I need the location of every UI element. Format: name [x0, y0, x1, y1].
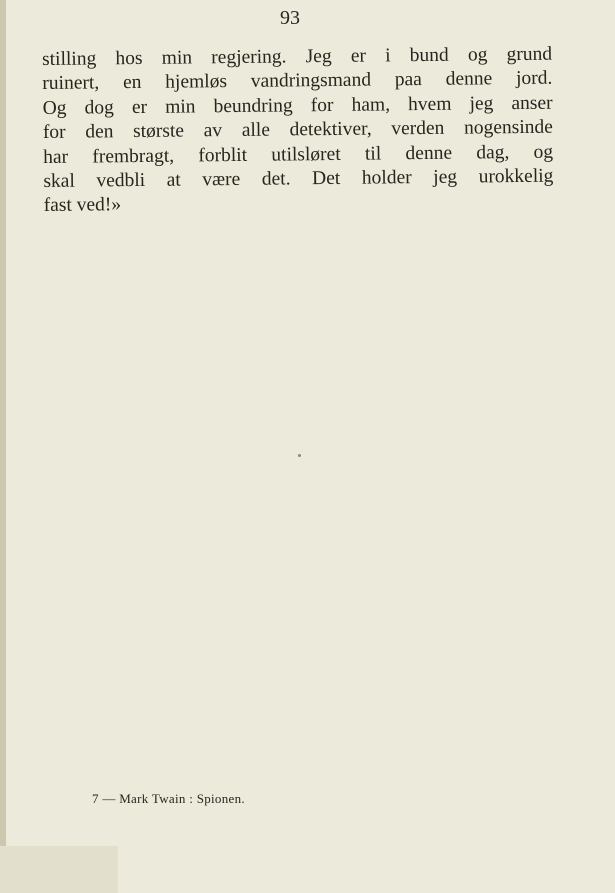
- signature-footer: 7 — Mark Twain : Spionen.: [92, 791, 245, 806]
- text-line: stilling hos min regjering. Jeg er i bund og grund: [42, 43, 553, 70]
- body-paragraph: [42, 43, 554, 219]
- text-line: fast ved!»: [43, 194, 122, 217]
- page-binding-edge: [0, 0, 6, 893]
- page-corner-shade: [0, 846, 118, 893]
- text-line: Og dog er min beundring for ham, hvem jeg anser: [42, 92, 553, 119]
- page-number: 93: [280, 7, 300, 29]
- text-line: skal vedbli at være det. Det holder jeg urokkelig: [43, 165, 554, 193]
- text-line: for den største av alle detektiver, verden nogensinde: [42, 116, 553, 144]
- text-line: ruinert, en hjemløs vandringsmand paa denne jord.: [42, 68, 553, 95]
- paper-speck: [298, 454, 301, 457]
- text-line: har frembragt, forblit utilsløret til denne dag, og: [43, 141, 554, 168]
